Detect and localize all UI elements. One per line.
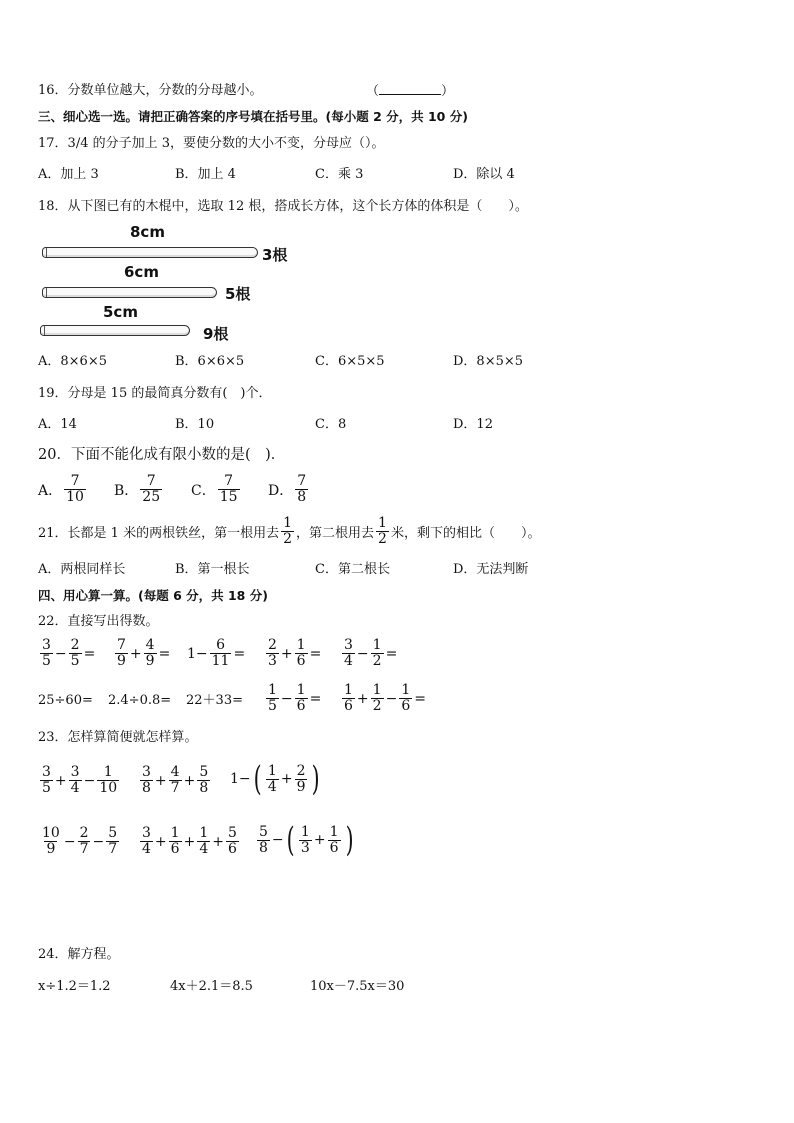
question-19-text: 19．分母是 15 的最简真分数有( )个． xyxy=(38,386,272,401)
fraction: $\frac{1}{2}$ xyxy=(283,515,292,547)
q19-option-c[interactable]: C．8 xyxy=(315,417,347,432)
q18-option-d[interactable]: D．8×5×5 xyxy=(453,354,524,369)
q22-expr-7: 2.4÷0.8= xyxy=(108,693,172,708)
fraction: $\frac{7}{15}$ xyxy=(219,473,238,505)
q20-option-a[interactable]: A． $\frac{7}{10}$ xyxy=(38,473,84,505)
question-22-text: 22．直接写出得数。 xyxy=(38,614,159,629)
q18-option-b[interactable]: B．6×6×5 xyxy=(175,354,245,369)
q17-option-d[interactable]: D．除以 4 xyxy=(453,167,515,182)
q22-expr-5: $\frac{3}{4}$ − $\frac{1}{2}$ = xyxy=(344,637,398,669)
stick-8cm-count: 3根 xyxy=(262,246,288,264)
q20-option-c[interactable]: C． $\frac{7}{15}$ xyxy=(191,473,238,505)
stick-6cm-count: 5根 xyxy=(225,285,251,303)
question-21-text: 21．长都是 1 米的两根铁丝，第一根用去 $\frac{1}{2}$ ，第二根用去 $\frac{1}{2}$ 米，剩下的相比（ ）。 xyxy=(38,515,541,547)
q21-option-a[interactable]: A．两根同样长 xyxy=(38,562,126,577)
question-16 xyxy=(38,82,263,100)
section-4-title: 四、用心算一算。(每题 6 分，共 18 分) xyxy=(38,588,268,603)
q17-option-a[interactable]: A．加上 3 xyxy=(38,167,99,182)
q19-option-d[interactable]: D．12 xyxy=(453,417,493,432)
fraction: $\frac{7}{10}$ xyxy=(66,473,84,505)
stick-8cm-length: 8cm xyxy=(130,223,165,241)
q24-equation-3: 10x－7.5x＝30 xyxy=(310,979,405,994)
section-3-title: 三、细心选一选。请把正确答案的序号填在括号里。(每小题 2 分，共 10 分) xyxy=(38,109,468,124)
stick-5cm-count: 9根 xyxy=(203,325,229,343)
q18-option-a[interactable]: A．8×6×5 xyxy=(38,354,107,369)
q23-expr-1: $\frac{3}{5}$ + $\frac{3}{4}$ − $\frac{1}{10}$ xyxy=(42,764,118,796)
q19-option-b[interactable]: B．10 xyxy=(175,417,215,432)
question-17-text: 17．3/4 的分子加上 3，要使分数的大小不变，分母应（）。 xyxy=(38,136,385,151)
question-16-text: 16．分数单位越大，分数的分母越小。 xyxy=(38,83,263,98)
q22-expr-1: $\frac{3}{5}$ − $\frac{2}{5}$ = xyxy=(42,637,96,669)
fraction: $\frac{7}{25}$ xyxy=(142,473,161,505)
q21-option-b[interactable]: B．第一根长 xyxy=(175,562,250,577)
answer-bracket-16[interactable]: （ ） xyxy=(366,84,455,99)
q22-expr-4: $\frac{2}{3}$ + $\frac{1}{6}$ = xyxy=(268,637,322,669)
q23-expr-3: 1− ( $\frac{1}{4}$ + $\frac{2}{9}$ ) xyxy=(230,759,321,799)
q18-option-c[interactable]: C．6×5×5 xyxy=(315,354,385,369)
q20-option-d[interactable]: D． $\frac{7}{8}$ xyxy=(268,473,307,505)
q24-equation-2: 4x＋2.1＝8.5 xyxy=(170,979,253,994)
q21-option-d[interactable]: D．无法判断 xyxy=(453,562,529,577)
q22-expr-6: 25÷60= xyxy=(38,693,93,708)
question-18-text: 18．从下图已有的木棍中，选取 12 根，搭成长方体，这个长方体的体积是（ ）。 xyxy=(38,199,528,214)
stick-5cm-length: 5cm xyxy=(103,303,138,321)
stick-6cm xyxy=(42,287,217,298)
q21-option-c[interactable]: C．第二根长 xyxy=(315,562,390,577)
q17-option-b[interactable]: B．加上 4 xyxy=(175,167,236,182)
stick-8cm xyxy=(42,247,258,258)
question-23-text: 23．怎样算简便就怎样算。 xyxy=(38,730,198,745)
q19-option-a[interactable]: A．14 xyxy=(38,417,77,432)
stick-6cm-length: 6cm xyxy=(124,263,159,281)
q17-option-c[interactable]: C．乘 3 xyxy=(315,167,364,182)
q24-equation-1: x÷1.2＝1.2 xyxy=(38,979,111,994)
fraction: $\frac{1}{2}$ xyxy=(378,515,387,547)
question-24-text: 24．解方程。 xyxy=(38,947,120,962)
stick-5cm xyxy=(40,325,190,336)
q22-expr-8: 22＋33= xyxy=(186,693,243,708)
answer-blank[interactable] xyxy=(379,82,441,95)
q23-expr-5: $\frac{3}{4}$ + $\frac{1}{6}$ + $\frac{1}{4}$ + $\frac{5}{6}$ xyxy=(142,825,237,857)
q23-expr-4: $\frac{10}{9}$ − $\frac{2}{7}$ − $\frac{5}{7}$ xyxy=(42,825,118,857)
q22-expr-3: 1− $\frac{6}{11}$ = xyxy=(187,637,246,669)
q22-expr-2: $\frac{7}{9}$ + $\frac{4}{9}$ = xyxy=(117,637,171,669)
fraction: $\frac{7}{8}$ xyxy=(297,473,307,505)
q23-expr-6: $\frac{5}{8}$ − ( $\frac{1}{3}$ + $\frac{1}{6}$ ) xyxy=(259,820,354,860)
q20-option-b[interactable]: B． $\frac{7}{25}$ xyxy=(114,473,161,505)
q22-expr-10: $\frac{1}{6}$ + $\frac{1}{2}$ − $\frac{1}{6}$ = xyxy=(344,682,426,714)
question-20-text: 20．下面不能化成有限小数的是( )． xyxy=(38,447,286,463)
q22-expr-9: $\frac{1}{5}$ − $\frac{1}{6}$ = xyxy=(268,682,322,714)
q23-expr-2: $\frac{3}{8}$ + $\frac{4}{7}$ + $\frac{5}{8}$ xyxy=(142,764,209,796)
